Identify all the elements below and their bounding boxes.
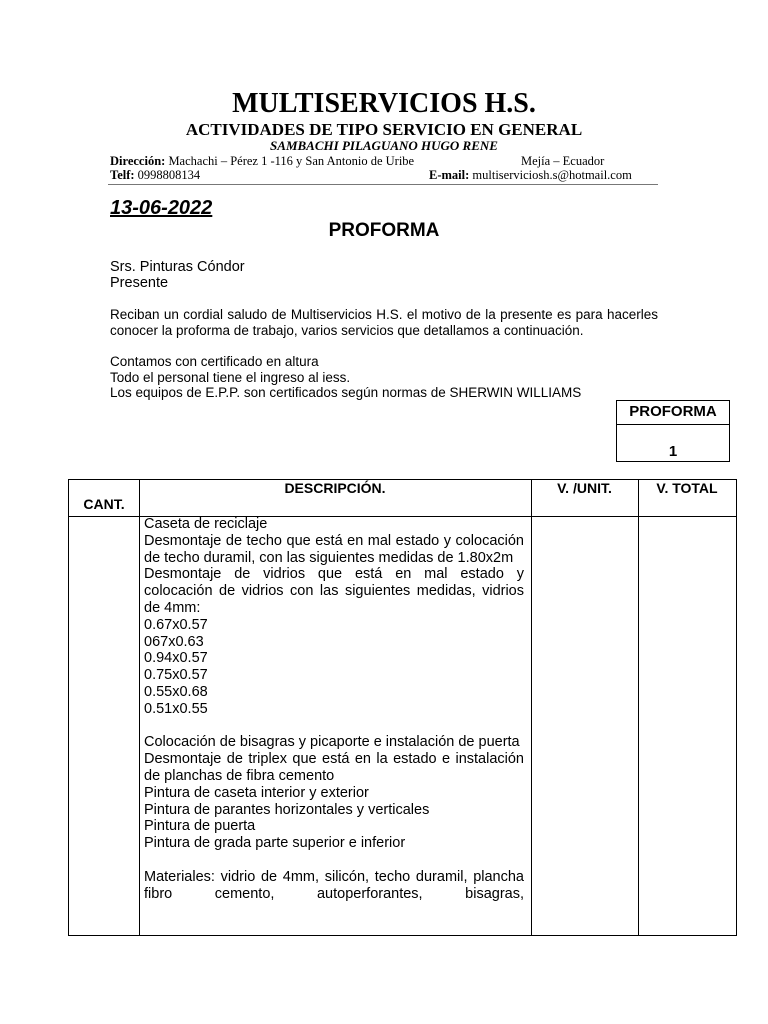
description-line: 067x0.63 (144, 633, 204, 650)
proforma-number-box (616, 400, 730, 462)
company-name: MULTISERVICIOS H.S. (232, 88, 536, 119)
description-line: Colocación de bisagras y picaporte e instalación de puerta (144, 734, 520, 751)
document-title: PROFORMA (328, 220, 440, 241)
note-item: Contamos con certificado en altura (110, 354, 319, 369)
address-label: Dirección: (110, 154, 166, 168)
description-line: 0.67x0.57 (144, 616, 208, 633)
note-item: Los equipos de E.P.P. son certificados según normas de SHERWIN WILLIAMS (110, 385, 582, 400)
email-label: E-mail: (429, 168, 470, 182)
proforma-box-number: 1 (668, 443, 678, 460)
column-divider (531, 480, 532, 935)
description-line: Pintura de caseta interior y exterior (144, 784, 369, 801)
recipient: Srs. Pinturas Cóndor (110, 259, 245, 275)
header-unit-value: V. /UNIT. (557, 480, 612, 496)
company-activity: ACTIVIDADES DE TIPO SERVICIO EN GENERAL (185, 120, 583, 139)
location: Mejía – Ecuador (521, 154, 605, 168)
intro-paragraph: Reciban un cordial saludo de Multiservicios H.S. el motivo de la presente es para hacerles conocer la proforma de trabajo, varios servicios que detallamos a continuación. (110, 307, 658, 338)
column-divider (139, 480, 140, 935)
description-cell (144, 516, 524, 902)
description-spacer (144, 718, 524, 735)
phone-label: Telf: (110, 168, 135, 182)
description-line: 0.55x0.68 (144, 683, 208, 700)
company-owner: SAMBACHI PILAGUANO HUGO RENE (270, 138, 498, 153)
description-line: 0.75x0.57 (144, 667, 208, 684)
phone-value: 0998808134 (137, 168, 201, 182)
header-description: DESCRIPCIÓN. (284, 480, 386, 496)
header-divider (108, 184, 658, 185)
description-line: Materiales: vidrio de 4mm, silicón, techo duramil, plancha fibro cemento, autoperforantes, bisagras, (144, 868, 524, 902)
description-line: Caseta de reciclaje (144, 516, 268, 532)
greeting: Presente (110, 275, 169, 291)
description-line: Desmontaje de triplex que está en la estado e instalación de planchas de fibra cemento (144, 751, 524, 784)
header-total-value: V. TOTAL (656, 480, 718, 496)
proforma-box-label: PROFORMA (617, 401, 729, 425)
note-item: Todo el personal tiene el ingreso al iess. (110, 370, 351, 385)
document-date: 13-06-2022 (110, 197, 213, 219)
description-line: Desmontaje de vidrios que está en mal estado y colocación de vidrios con las siguientes medidas, vidrios de 4mm: (144, 566, 524, 616)
header-qty: CANT. (83, 496, 125, 512)
address-value: Machachi – Pérez 1 -116 y San Antonio de Uribe (168, 154, 415, 168)
description-line: Pintura de grada parte superior e inferior (144, 835, 406, 852)
description-line: 0.94x0.57 (144, 650, 208, 667)
description-line: Pintura de puerta (144, 818, 256, 835)
items-table (68, 479, 737, 936)
phone-line (110, 168, 200, 183)
description-line: 0.51x0.55 (144, 700, 208, 717)
description-line: Desmontaje de techo que está en mal estado y colocación de techo duramil, con las siguientes medidas de 1.80x2m (144, 532, 524, 566)
address-line (110, 154, 414, 169)
description-line: Pintura de parantes horizontales y verticales (144, 801, 430, 818)
email-line (429, 168, 632, 183)
description-spacer (144, 852, 524, 869)
email-value: multiserviciosh.s@hotmail.com (472, 168, 632, 182)
column-divider (638, 480, 639, 935)
